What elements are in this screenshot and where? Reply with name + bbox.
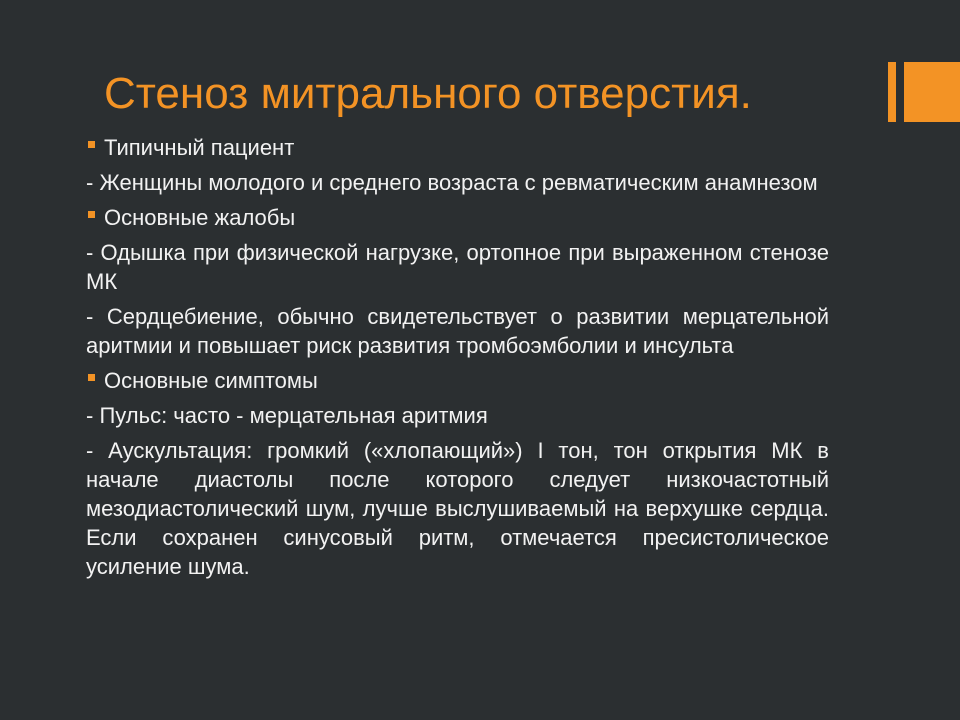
bullet-typical-patient <box>86 133 829 162</box>
accent-bar-thick <box>904 62 960 122</box>
bullet-text: Основные симптомы <box>104 368 318 393</box>
bullet-main-complaints <box>86 203 829 232</box>
square-bullet-icon <box>88 141 95 148</box>
text-dyspnea: - Одышка при физической нагрузке, ортопное при выраженном стенозе МК <box>86 240 829 294</box>
square-bullet-icon <box>88 211 95 218</box>
slide-content <box>86 133 829 587</box>
text-typical-patient-detail: - Женщины молодого и среднего возраста с ревматическим анамнезом <box>86 170 818 195</box>
text-auscultation: - Аускультация: громкий («хлопающий») I тон, тон открытия МК в начале диастолы после которого следует низкочастотный мезодиастолический шум, лучше выслушиваемый на верхушке сердца. Если сохранен синусовый ритм, отмечается пресистолическое усиление шума. <box>86 438 829 579</box>
square-bullet-icon <box>88 374 95 381</box>
bullet-text: Основные жалобы <box>104 205 296 230</box>
slide-title: Стеноз митрального отверстия. <box>104 69 752 118</box>
text-pulse: - Пульс: часто - мерцательная аритмия <box>86 403 488 428</box>
bullet-main-symptoms <box>86 366 829 395</box>
text-palpitations: - Сердцебиение, обычно свидетельствует о развитии мерцательной аритмии и повышает риск развития тромбоэмболии и инсульта <box>86 304 829 358</box>
bullet-text: Типичный пациент <box>104 135 295 160</box>
accent-bar-thin <box>888 62 896 122</box>
